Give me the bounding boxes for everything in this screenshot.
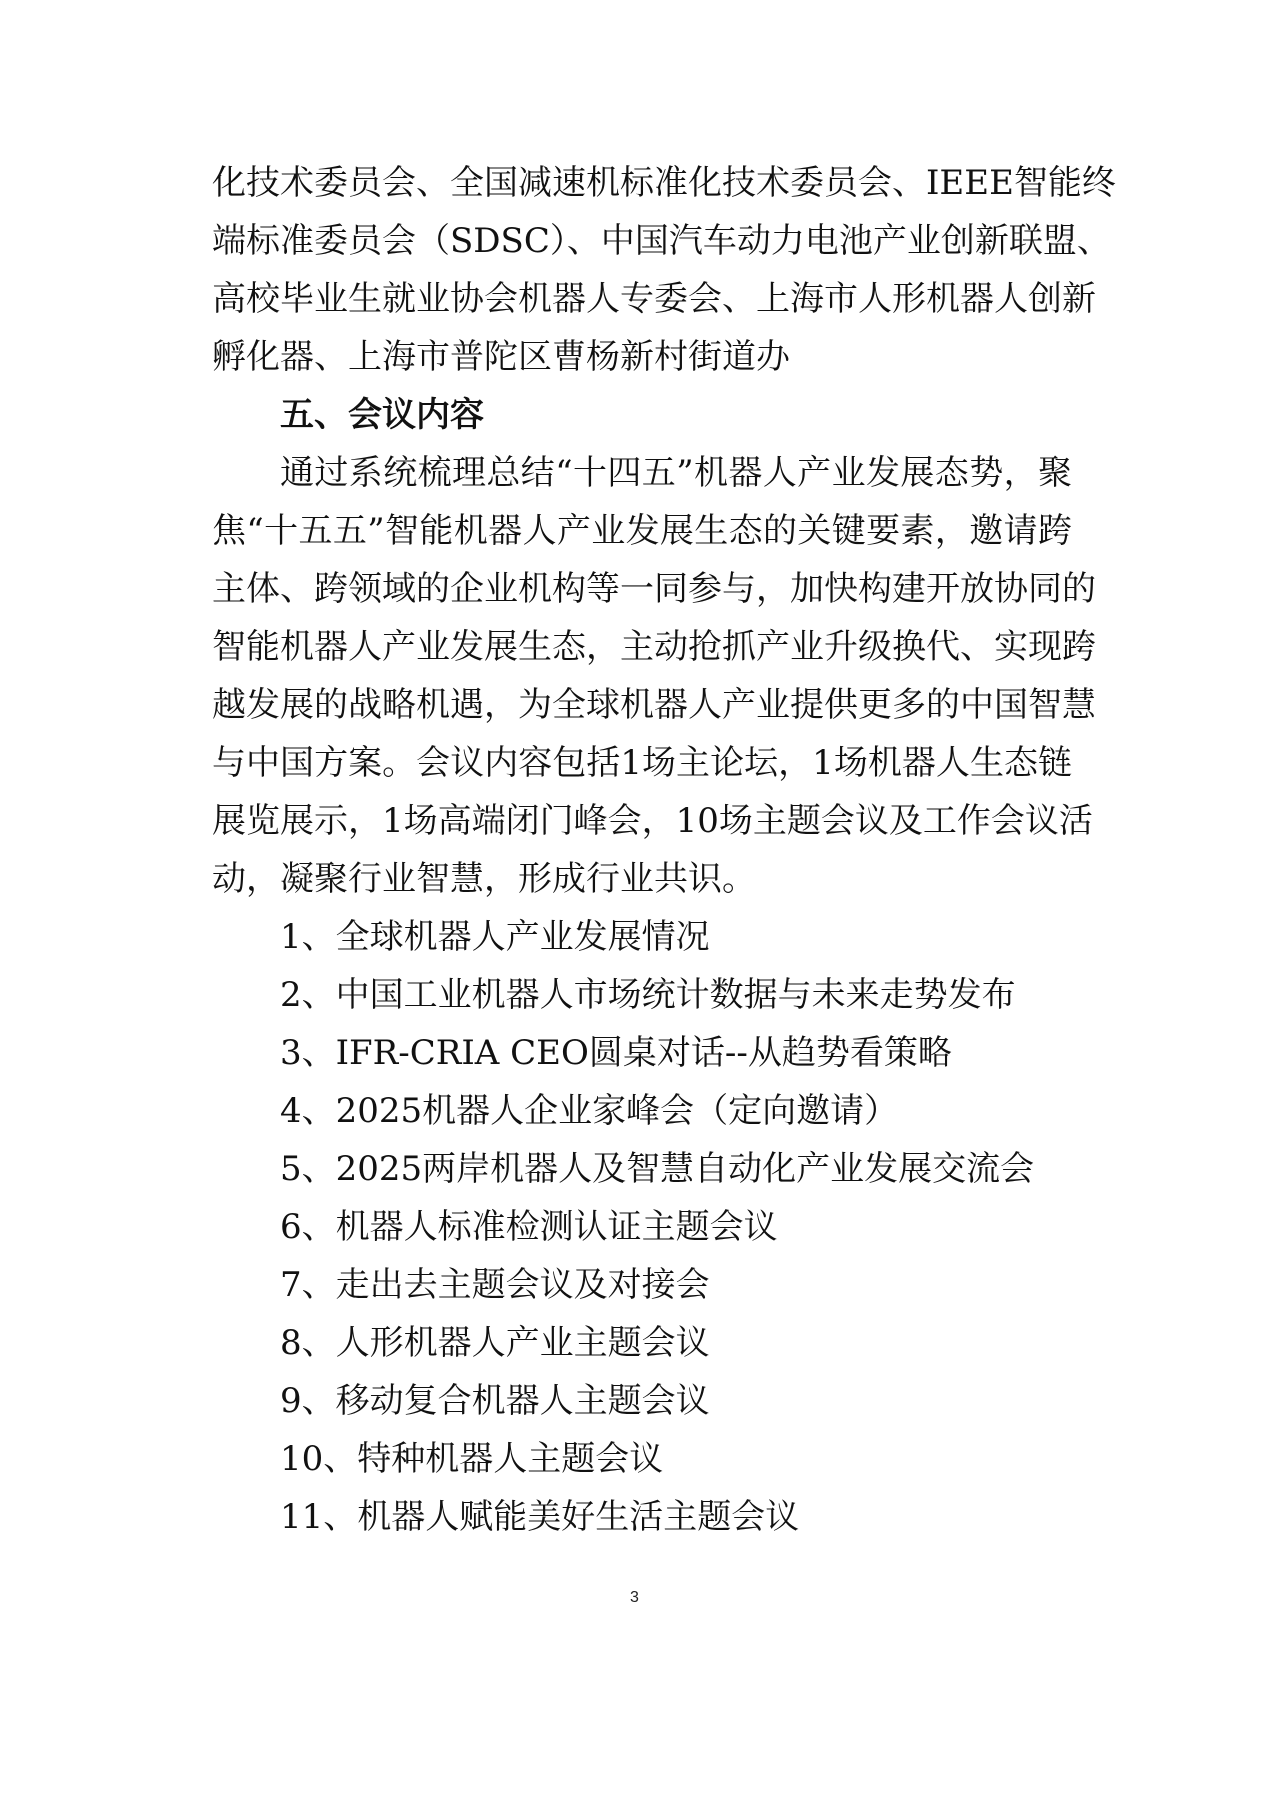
paragraph-line: 通过系统梳理总结“十四五”机器人产业发展态势，聚 [280, 453, 1072, 493]
continuation-block [212, 154, 1116, 386]
list-item: 7、走出去主题会议及对接会 [280, 1265, 710, 1305]
list-item: 3、IFR-CRIA CEO圆桌对话--从趋势看策略 [280, 1033, 952, 1073]
page-number: 3 [630, 1589, 639, 1606]
agenda-list [212, 908, 1072, 1546]
continuation-line: 高校毕业生就业协会机器人专委会、上海市人形机器人创新 [212, 279, 1096, 319]
list-item: 5、2025两岸机器人及智慧自动化产业发展交流会 [280, 1149, 1035, 1189]
list-item: 1、全球机器人产业发展情况 [280, 917, 710, 957]
paragraph-line: 动，凝聚行业智慧，形成行业共识。 [212, 859, 756, 899]
list-item: 10、特种机器人主题会议 [280, 1439, 664, 1479]
meeting-content-paragraph [212, 444, 1096, 908]
paragraph-line: 与中国方案。会议内容包括1场主论坛，1场机器人生态链 [212, 743, 1072, 783]
paragraph-line: 越发展的战略机遇，为全球机器人产业提供更多的中国智慧 [212, 685, 1096, 725]
list-item: 8、人形机器人产业主题会议 [280, 1323, 710, 1363]
continuation-line: 孵化器、上海市普陀区曹杨新村街道办 [212, 337, 790, 377]
paragraph-line: 焦“十五五”智能机器人产业发展生态的关键要素，邀请跨 [212, 511, 1072, 551]
paragraph-line: 主体、跨领域的企业机构等一同参与，加快构建开放协同的 [212, 569, 1096, 609]
list-item: 11、机器人赋能美好生活主题会议 [280, 1497, 800, 1537]
list-item: 2、中国工业机器人市场统计数据与未来走势发布 [280, 975, 1016, 1015]
list-item: 6、机器人标准检测认证主题会议 [280, 1207, 778, 1247]
paragraph-line: 展览展示，1场高端闭门峰会，10场主题会议及工作会议活 [212, 801, 1093, 841]
list-item: 9、移动复合机器人主题会议 [280, 1381, 710, 1421]
list-item: 4、2025机器人企业家峰会（定向邀请） [280, 1091, 899, 1131]
continuation-line: 端标准委员会（SDSC）、中国汽车动力电池产业创新联盟、 [212, 221, 1111, 261]
document-body [212, 154, 1116, 1546]
continuation-line: 化技术委员会、全国减速机标准化技术委员会、IEEE智能终 [212, 163, 1116, 203]
paragraph-line: 智能机器人产业发展生态，主动抢抓产业升级换代、实现跨 [212, 627, 1096, 667]
section-heading: 五、会议内容 [280, 395, 484, 435]
